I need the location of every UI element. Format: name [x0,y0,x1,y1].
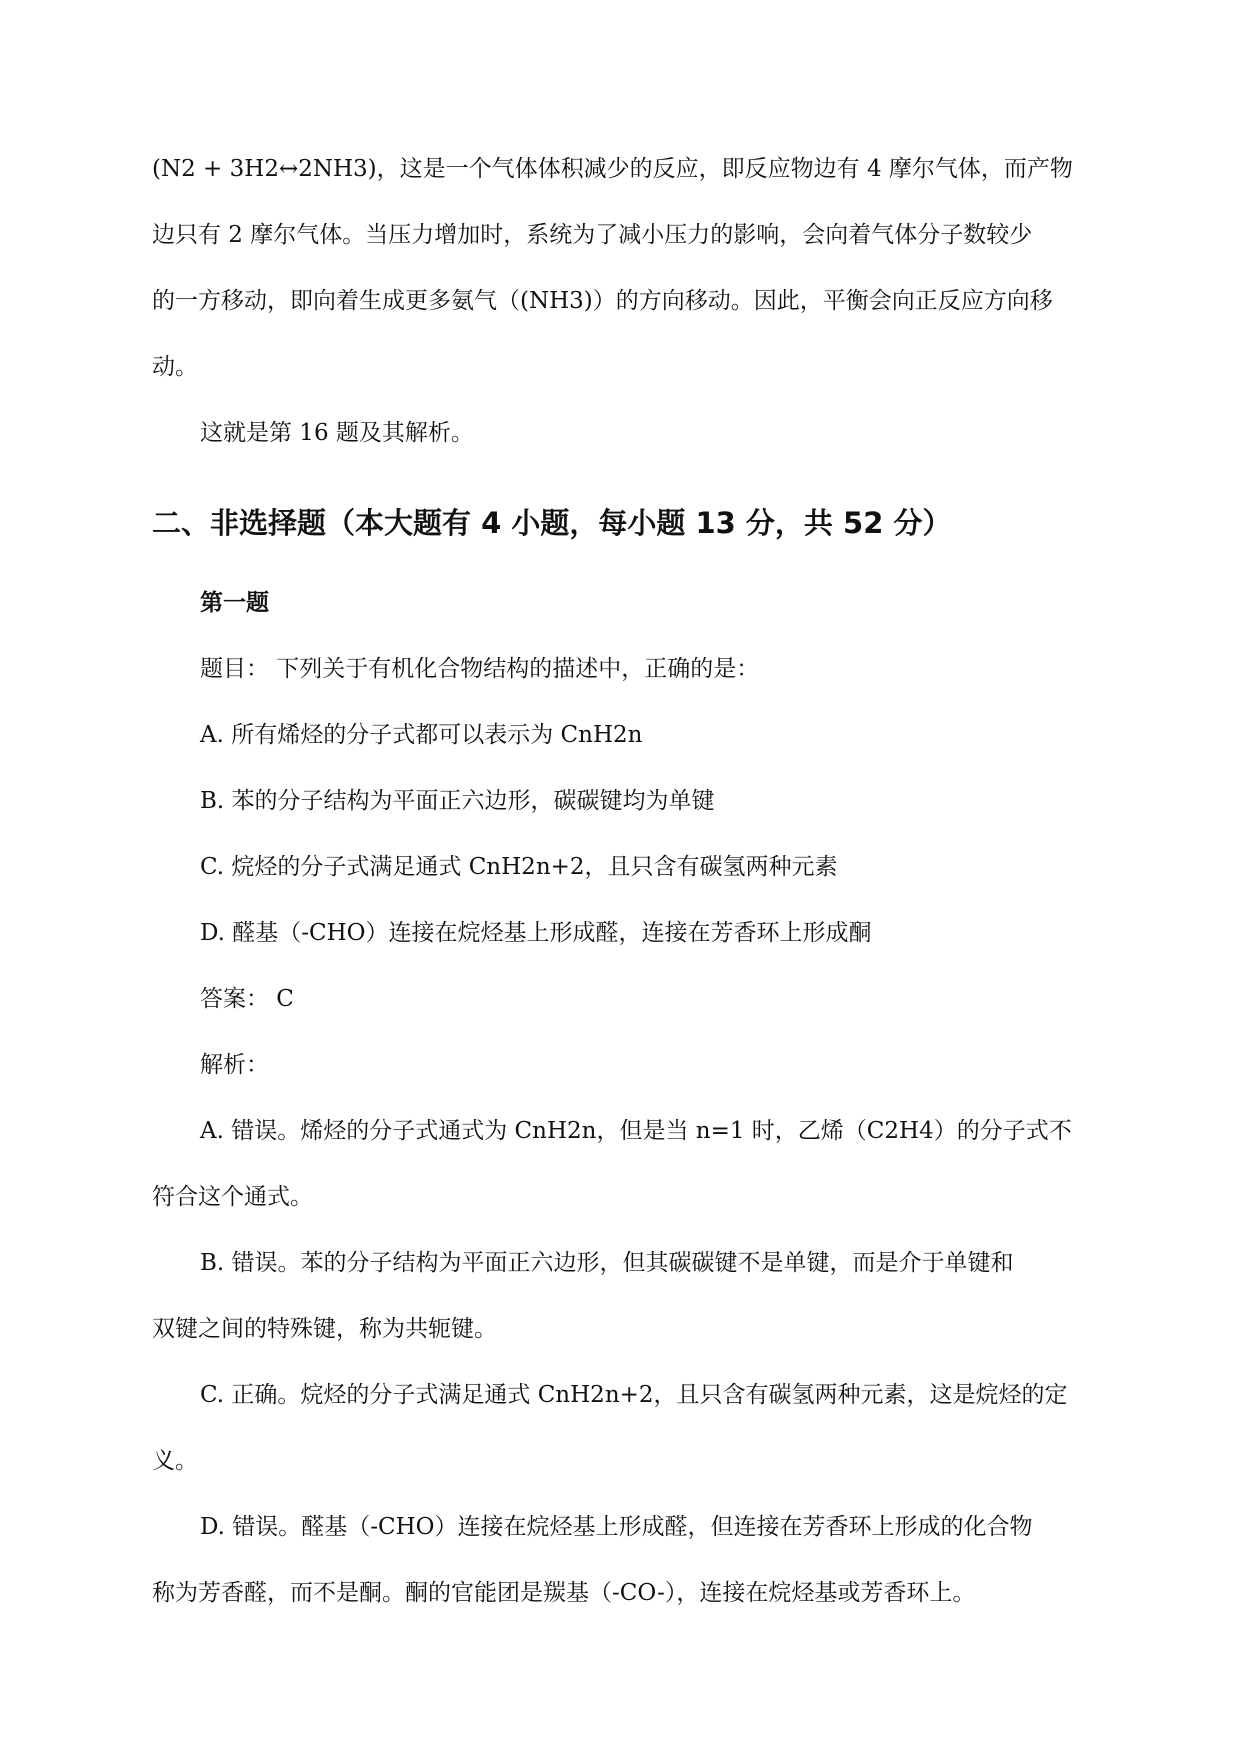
intro-line-4: 动。 [152,354,198,380]
question-label: 第一题 [200,590,269,616]
section-heading: 二、非选择题（本大题有 4 小题，每小题 13 分，共 52 分） [152,506,952,540]
option-b: B. 苯的分子结构为平面正六边形，碳碳键均为单键 [200,788,715,814]
intro-line-3: 的一方移动，即向着生成更多氨气（(NH3)）的方向移动。因此，平衡会向正反应方向移 [152,288,1053,314]
analysis-label: 解析： [200,1052,269,1078]
intro-line-1: (N2 + 3H2↔2NH3)，这是一个气体体积减少的反应，即反应物边有 4 摩尔气体，而产物 [152,156,1073,182]
analysis-a-line-2: 符合这个通式。 [152,1184,313,1210]
analysis-d-line-2: 称为芳香醛，而不是酮。酮的官能团是羰基（-CO-），连接在烷烃基或芳香环上。 [152,1580,976,1606]
intro-line-2: 边只有 2 摩尔气体。当压力增加时，系统为了减小压力的影响，会向着气体分子数较少 [152,222,1033,248]
option-d: D. 醛基（-CHO）连接在烷烃基上形成醛，连接在芳香环上形成酮 [200,920,872,946]
option-a: A. 所有烯烃的分子式都可以表示为 CnH2n [200,722,643,748]
analysis-b-line-1: B. 错误。苯的分子结构为平面正六边形，但其碳碳键不是单键，而是介于单键和 [200,1250,1014,1276]
answer: 答案： C [200,986,294,1012]
analysis-b-line-2: 双键之间的特殊键，称为共轭键。 [152,1316,497,1342]
analysis-d-line-1: D. 错误。醛基（-CHO）连接在烷烃基上形成醛，但连接在芳香环上形成的化合物 [200,1514,1033,1540]
question-stem: 题目： 下列关于有机化合物结构的描述中，正确的是： [200,656,760,682]
analysis-c-line-2: 义。 [152,1448,198,1474]
analysis-a-line-1: A. 错误。烯烃的分子式通式为 CnH2n，但是当 n=1 时，乙烯（C2H4）的分子式不 [200,1118,1072,1144]
option-c: C. 烷烃的分子式满足通式 CnH2n+2，且只含有碳氢两种元素 [200,854,838,880]
analysis-c-line-1: C. 正确。烷烃的分子式满足通式 CnH2n+2，且只含有碳氢两种元素，这是烷烃的定 [200,1382,1068,1408]
intro-summary: 这就是第 16 题及其解析。 [200,420,474,446]
